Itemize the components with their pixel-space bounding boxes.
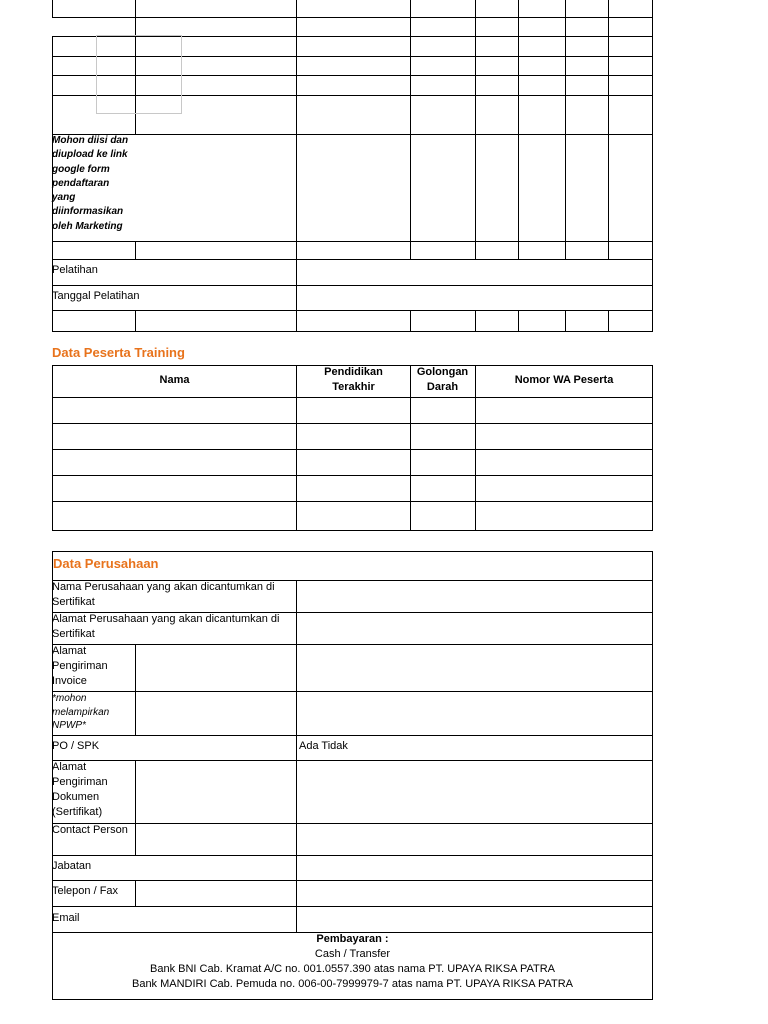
- email-field[interactable]: [297, 907, 652, 932]
- tanggal-pelatihan-label: Tanggal Pelatihan: [52, 290, 140, 302]
- participant-row[interactable]: [53, 424, 652, 449]
- alamat-perusahaan-label: Alamat Perusahaan yang akan dicantumkan di Sertifikat: [52, 613, 280, 640]
- email-label: Email: [52, 912, 80, 924]
- npwp-note: *mohon melampirkan NPWP*: [52, 693, 110, 731]
- nama-perusahaan-label: Nama Perusahaan yang akan dicantumkan di Sertifikat: [52, 581, 275, 608]
- contact-person-field[interactable]: [297, 824, 652, 855]
- photo-placeholder-box: [96, 35, 182, 114]
- pelatihan-field[interactable]: [297, 260, 652, 285]
- pelatihan-label: Pelatihan: [52, 264, 98, 276]
- header-nama: Nama: [159, 374, 190, 386]
- contact-person-label: Contact Person: [52, 824, 128, 836]
- payment-method: Cash / Transfer: [314, 948, 391, 960]
- participant-row[interactable]: [53, 502, 652, 530]
- payment-bank-bni: Bank BNI Cab. Kramat A/C no. 001.0557.390 atas nama PT. UPAYA RIKSA PATRA: [150, 963, 555, 975]
- payment-bank-mandiri: Bank MANDIRI Cab. Pemuda no. 006-00-7999979-7 atas nama PT. UPAYA RIKSA PATRA: [131, 978, 574, 990]
- upload-note: Mohon diisi dan diupload ke link google form pendaftaran yang diinformasikan oleh Marketing: [52, 135, 129, 232]
- alamat-dokumen-label: Alamat Pengiriman Dokumen (Sertifikat): [52, 761, 108, 818]
- jabatan-label: Jabatan: [52, 860, 92, 872]
- jabatan-field[interactable]: [297, 856, 652, 880]
- po-spk-label: PO / SPK: [52, 740, 100, 752]
- nama-perusahaan-field[interactable]: [297, 581, 652, 612]
- telepon-field[interactable]: [297, 881, 652, 906]
- header-wa: Nomor WA Peserta: [514, 374, 614, 386]
- participants-title: Data Peserta Training: [52, 345, 185, 360]
- participant-row[interactable]: [53, 476, 652, 501]
- tanggal-pelatihan-field[interactable]: [297, 286, 652, 310]
- payment-title: Pembayaran :: [316, 933, 389, 945]
- alamat-perusahaan-field[interactable]: [297, 613, 652, 644]
- alamat-dokumen-field[interactable]: [297, 761, 652, 823]
- participant-row[interactable]: [53, 398, 652, 423]
- header-pendidikan: Pendidikan Terakhir: [324, 366, 383, 393]
- alamat-invoice-field[interactable]: [297, 645, 652, 735]
- participant-row[interactable]: [53, 450, 652, 475]
- alamat-invoice-label: Alamat Pengiriman Invoice: [52, 645, 108, 687]
- header-golongan: Golongan Darah: [416, 366, 469, 393]
- company-title: Data Perusahaan: [53, 556, 159, 571]
- telepon-label: Telepon / Fax: [52, 885, 119, 897]
- po-spk-options[interactable]: Ada Tidak: [299, 740, 348, 752]
